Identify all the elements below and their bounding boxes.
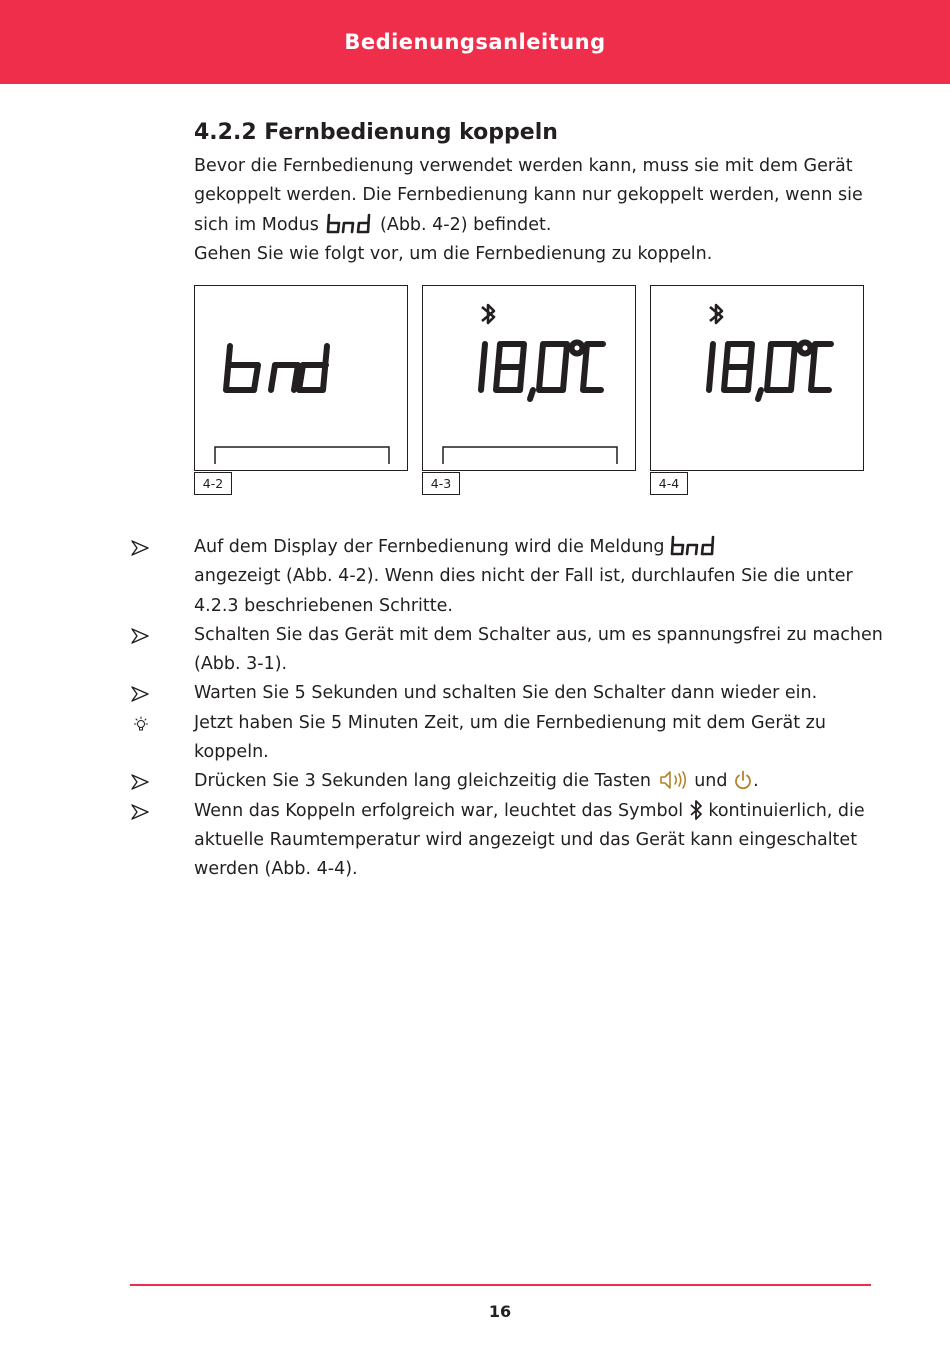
intro-paragraph bbox=[194, 152, 884, 269]
list-item bbox=[128, 797, 888, 885]
list-item bbox=[128, 679, 888, 708]
bluetooth-icon bbox=[482, 305, 494, 323]
lcd-display-bnd bbox=[195, 286, 409, 472]
figure-panel-4-2 bbox=[194, 285, 408, 471]
list-item bbox=[128, 533, 888, 621]
arrowhead-icon bbox=[128, 797, 156, 826]
footer-divider bbox=[130, 1284, 871, 1286]
arrowhead-icon bbox=[128, 767, 156, 796]
page-number: 16 bbox=[488, 1302, 512, 1321]
step-text: Drücken Sie 3 Sekunden lang gleichzeitig die Tasten bbox=[194, 771, 652, 792]
intro-text-1: Bevor die Fernbedienung verwendet werden kann, muss sie mit dem Gerät gekoppelt werden. Die Fernbedienung kann nur gekoppelt werden, wenn sie sich im Modus bbox=[194, 156, 863, 235]
header-bar bbox=[0, 0, 950, 84]
steps-list bbox=[128, 533, 888, 885]
bluetooth-icon bbox=[689, 799, 703, 821]
arrowhead-icon bbox=[128, 621, 156, 650]
figure-caption-4-3: 4-3 bbox=[422, 472, 460, 495]
arrowhead-icon bbox=[128, 679, 156, 708]
list-item bbox=[128, 621, 888, 680]
bluetooth-icon bbox=[710, 305, 722, 323]
intro-text-3: Gehen Sie wie folgt vor, um die Fernbedienung zu koppeln. bbox=[194, 243, 713, 264]
figure-caption-4-4: 4-4 bbox=[650, 472, 688, 495]
step-text: kontinuierlich, die aktuelle Raumtemperatur wird angezeigt und das Gerät kann eingeschaltet werden (Abb. 4-4). bbox=[194, 800, 865, 880]
speaker-icon bbox=[657, 769, 689, 791]
step-text: Auf dem Display der Fernbedienung wird die Meldung bbox=[194, 537, 665, 557]
step-text: . bbox=[753, 771, 759, 792]
step-text: Wenn das Koppeln erfolgreich war, leuchtet das Symbol bbox=[194, 800, 684, 821]
step-text: Schalten Sie das Gerät mit dem Schalter aus, um es spannungsfrei zu machen (Abb. 3-1). bbox=[194, 624, 883, 675]
power-icon bbox=[733, 769, 753, 791]
step-text: angezeigt (Abb. 4-2). Wenn dies nicht der Fall ist, durchlaufen Sie die unter 4.2.3 beschriebenen Schritte. bbox=[194, 566, 853, 616]
step-text: Jetzt haben Sie 5 Minuten Zeit, um die Fernbedienung mit dem Gerät zu koppeln. bbox=[194, 712, 826, 763]
step-text: und bbox=[694, 771, 728, 792]
list-item bbox=[128, 767, 888, 796]
display-bracket bbox=[443, 447, 617, 464]
lcd-display-temperature bbox=[651, 286, 865, 472]
arrowhead-icon bbox=[128, 533, 156, 562]
header-title: Bedienungsanleitung bbox=[344, 30, 606, 54]
lightbulb-icon bbox=[128, 709, 156, 738]
lcd-display-temperature bbox=[423, 286, 637, 472]
bnd-mode-icon bbox=[670, 535, 716, 557]
section-heading: 4.2.2 Fernbedienung koppeln bbox=[194, 120, 558, 145]
bnd-mode-icon bbox=[326, 213, 372, 235]
figure-panel-4-3 bbox=[422, 285, 636, 471]
figure-panel-4-4 bbox=[650, 285, 864, 471]
intro-text-2: (Abb. 4-2) befindet. bbox=[380, 214, 552, 235]
display-bracket bbox=[215, 447, 389, 464]
step-text: Warten Sie 5 Sekunden und schalten Sie den Schalter dann wieder ein. bbox=[194, 683, 818, 704]
figure-caption-4-2: 4-2 bbox=[194, 472, 232, 495]
list-item bbox=[128, 709, 888, 768]
